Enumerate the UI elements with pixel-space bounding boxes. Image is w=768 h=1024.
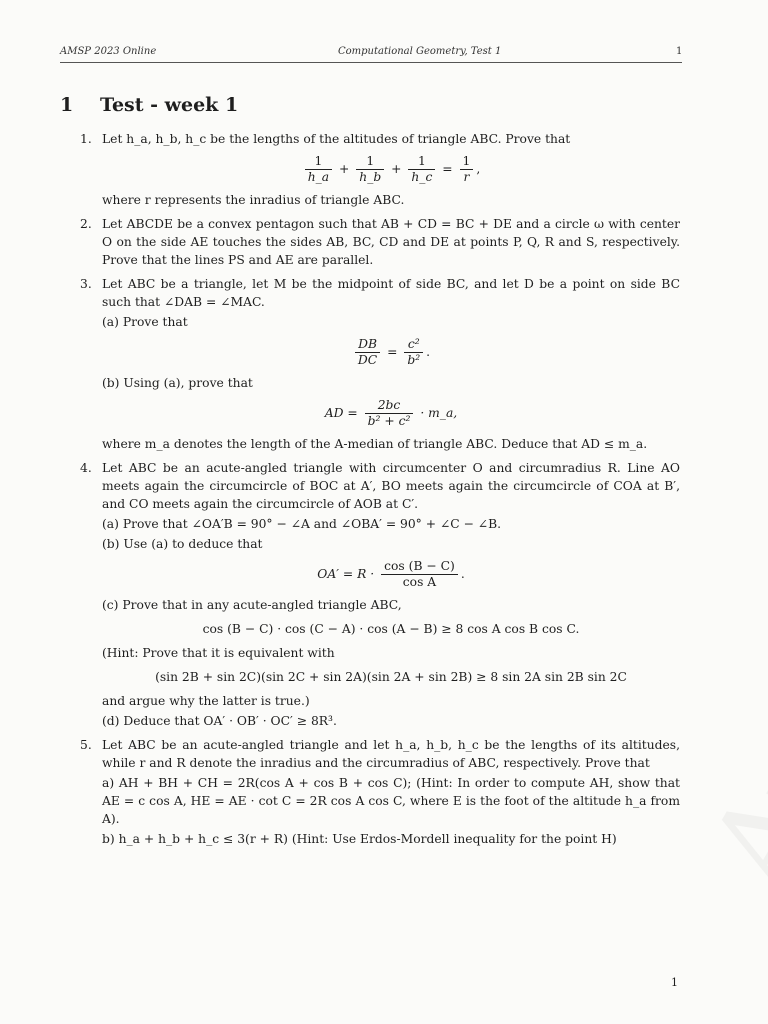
section-title: Test - week 1: [100, 94, 239, 116]
problem-5: [80, 736, 680, 848]
display-equation: [102, 337, 680, 368]
header-rule: [60, 62, 682, 63]
frac-den: cos A: [402, 575, 437, 589]
operator: =: [442, 162, 453, 176]
problem-text: Let ABCDE be a convex pentagon such that AB + CD = BC + DE and a circle ω with center O on the side AE touches the sides AB, BC, CD and DE at points P, Q, R and S, respectively. Prove that the lines PS and AE are parallel.: [102, 217, 680, 267]
problem-2: [80, 215, 680, 269]
problem-text: Let h_a, h_b, h_c be the lengths of the altitudes of triangle ABC. Prove that: [102, 132, 571, 146]
part-c: (c) Prove that in any acute-angled triangle ABC,: [102, 598, 402, 612]
part-b: (b) Using (a), prove that: [102, 376, 253, 390]
frac-den: r: [463, 170, 470, 184]
frac-den: b² + c²: [367, 414, 411, 428]
problem-3: [80, 275, 680, 453]
problem-1: [80, 130, 680, 209]
frac-num: cos (B − C): [381, 559, 458, 575]
problem-text: Let ABC be a triangle, let M be the midpoint of side BC, and let D be a point on side BC such that ∠DAB = ∠MAC.: [102, 277, 680, 309]
header-page-number: 1: [676, 46, 683, 57]
problem-text: where m_a denotes the length of the A-median of triangle ABC. Deduce that AD ≤ m_a.: [102, 437, 648, 451]
watermark: [683, 68, 768, 911]
section-number: 1: [60, 94, 74, 116]
frac-num: 1: [460, 154, 474, 170]
frac-num: 1: [408, 154, 435, 170]
frac-den: h_c: [411, 170, 433, 184]
frac-den: b²: [407, 353, 421, 367]
display-equation: (sin 2B + sin 2C)(sin 2C + sin 2A)(sin 2A + sin 2B) ≥ 8 sin 2A sin 2B sin 2C: [155, 670, 627, 684]
display-equation: [102, 154, 680, 185]
problem-number: 3.: [80, 277, 92, 291]
problem-number: 1.: [80, 132, 92, 146]
frac-num: DB: [355, 337, 380, 353]
equation-lhs: AD =: [324, 406, 358, 420]
problem-number: 5.: [80, 738, 92, 752]
equation-lhs: OA′ = R ·: [317, 567, 375, 581]
part-d: (d) Deduce that OA′ · OB′ · OC′ ≥ 8R³.: [102, 714, 337, 728]
problem-number: 4.: [80, 461, 92, 475]
problem-text: Let ABC be an acute-angled triangle and let h_a, h_b, h_c be the lengths of its altitudes, while r and R denote the inradius and the circumradius of ABC, respectively. Prove that: [102, 738, 680, 770]
punctuation: ,: [476, 162, 481, 176]
display-equation: [102, 559, 680, 590]
header-center: Computational Geometry, Test 1: [338, 46, 502, 57]
footer-page-number: 1: [671, 976, 678, 989]
part-a: a) AH + BH + CH = 2R(cos A + cos B + cos C); (Hint: In order to compute AH, show that AE = c cos A, HE = AE · cot C = 2R cos A cos C, where E is the foot of the altitude h_a from A).: [102, 776, 680, 826]
frac-num: 1: [356, 154, 384, 170]
section-heading: [60, 94, 238, 116]
frac-num: 1: [305, 154, 332, 170]
punctuation: .: [460, 567, 465, 581]
operator: +: [339, 162, 350, 176]
part-b: (b) Use (a) to deduce that: [102, 537, 263, 551]
operator: +: [391, 162, 402, 176]
display-equation: cos (B − C) · cos (C − A) · cos (A − B) ≥ 8 cos A cos B cos C.: [202, 622, 580, 636]
frac-den: h_b: [359, 170, 382, 184]
part-a: (a) Prove that: [102, 315, 188, 329]
problem-4: [80, 459, 680, 730]
hint: (Hint: Prove that it is equivalent with: [102, 646, 335, 660]
frac-num: 2bc: [365, 398, 414, 414]
problem-number: 2.: [80, 217, 92, 231]
equation-tail: · m_a,: [420, 406, 458, 420]
problem-list: [80, 130, 680, 854]
frac-den: DC: [357, 353, 378, 367]
part-a: (a) Prove that ∠OA′B = 90° − ∠A and ∠OBA′ = 90° + ∠C − ∠B.: [102, 517, 502, 531]
problem-text: Let ABC be an acute-angled triangle with circumcenter O and circumradius R. Line AO meets again the circumcircle of BOC at A′, BO meets again the circumcircle of COA at B′, and CO meets again the circumcircle of AOB at C′.: [102, 461, 680, 511]
frac-den: h_a: [307, 170, 330, 184]
frac-num: c²: [404, 337, 423, 353]
punctuation: .: [426, 345, 431, 359]
operator: =: [387, 345, 398, 359]
display-equation: [102, 398, 680, 429]
part-b: b) h_a + h_b + h_c ≤ 3(r + R) (Hint: Use Erdos-Mordell inequality for the point H): [102, 832, 617, 846]
header-left: AMSP 2023 Online: [60, 46, 157, 57]
problem-text: where r represents the inradius of triangle ABC.: [102, 193, 405, 207]
hint-end: and argue why the latter is true.): [102, 694, 310, 708]
